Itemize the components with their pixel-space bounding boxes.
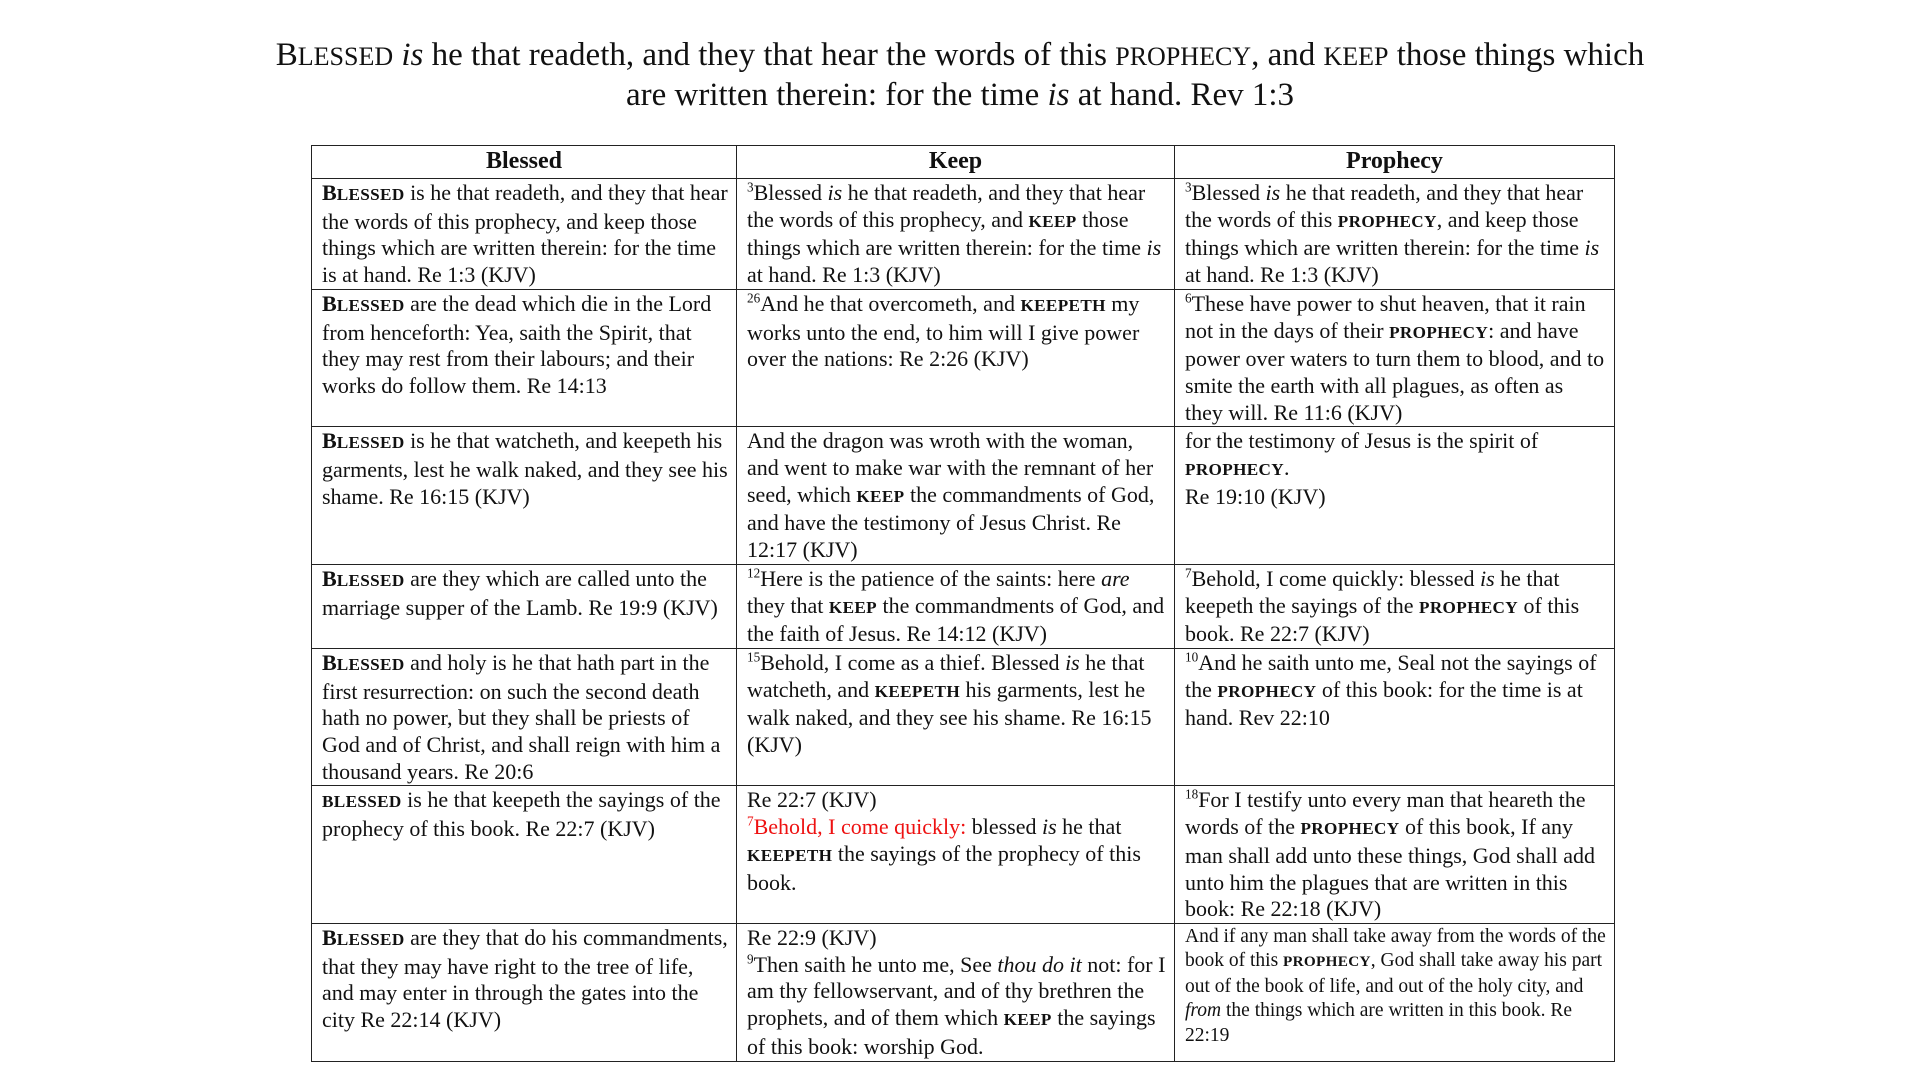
keyword: PROPHECY (1185, 460, 1285, 480)
keyword: PROPHECY (1337, 211, 1437, 231)
verse-text: at hand. Re 1:3 (KJV) (747, 262, 941, 288)
verse-text: . (1284, 455, 1290, 481)
keyword: LESSED (336, 570, 405, 590)
cell-prophecy (1175, 786, 1615, 924)
verse-number: 3 (747, 179, 754, 195)
red-letter-text: Behold, I come quickly: (753, 814, 967, 840)
cell-blessed (312, 786, 737, 924)
title-text: he that readeth, and they that hear the words of this (423, 37, 1116, 73)
verse-text: , and keep those things which are written therein: for the time (1185, 206, 1585, 261)
keyword: KEEP (828, 597, 877, 617)
cell-keep (737, 179, 1175, 290)
italic-text: from (1185, 1000, 1222, 1022)
table-row (312, 648, 1615, 786)
cell-keep (737, 923, 1175, 1061)
title-text: , and (1251, 37, 1324, 73)
italic-text: is (827, 180, 843, 205)
cell-keep (737, 564, 1175, 648)
verse-text: the things which are written in this book. Re 22:19 (1185, 1000, 1573, 1046)
verse-text: Blessed (753, 180, 828, 205)
table-row (312, 923, 1615, 1061)
verse-text: he that readeth, and they that hear the words of this (1185, 180, 1584, 232)
verse-text: his garments, lest he walk naked, and they see his shame. Re 16:15 (KJV) (747, 676, 1152, 758)
verse-text: not: for I am thy fellowservant, and of thy brethren the prophets, and of them which (747, 951, 1166, 1031)
verse-text: for the testimony of Jesus is the spirit of (1185, 428, 1539, 454)
title-blessed-sc: LESSED (297, 42, 394, 71)
verse-text: are the dead which die in the Lord from henceforth: Yea, saith the Spirit, that they may rest from their labours; and their works do follow them. Re 14:13 (322, 290, 712, 398)
column-header-keep: Keep (737, 146, 1175, 179)
verse-text: Blessed (1191, 180, 1266, 205)
verse-text: of this book. Re 22:7 (KJV) (1185, 592, 1580, 647)
verse-text: is he that watcheth, and keepeth his garments, lest he walk naked, and they see his shame. Re 16:15 (KJV) (322, 428, 728, 509)
keyword: KEEPETH (874, 681, 961, 701)
verse-text: those things which are written therein: for the time (747, 206, 1147, 261)
keyword: KEEP (1028, 211, 1077, 231)
verse-text: Behold, I come as a thief. Blessed (760, 649, 1066, 675)
verse-text: is he that keepeth the sayings of the prophecy of this book. Re 22:7 (KJV) (322, 787, 721, 842)
keyword: LESSED (336, 654, 405, 674)
verse-text: are they that do his commandments, that they may have right to the tree of life, and may enter in through the gates into the city Re 22:14 (KJV) (322, 924, 728, 1033)
table-row (312, 427, 1615, 565)
keyword: B (322, 649, 337, 675)
verse-number: 3 (1185, 179, 1192, 195)
cell-prophecy (1175, 427, 1615, 565)
title-prophecy-sc: PROPHECY (1115, 42, 1252, 71)
keyword: B (322, 290, 337, 316)
verse-text: and holy is he that hath part in the first resurrection: on such the second death hath no power, but they shall be priests of God and of Christ, and shall reign with him a thousand years. Re 20:6 (322, 649, 721, 784)
cell-keep (737, 289, 1175, 427)
verse-text: Behold, I come quickly: blessed (1191, 565, 1480, 591)
cell-prophecy (1175, 289, 1615, 427)
keyword: LESSED (336, 295, 405, 315)
keyword: PROPHECY (1283, 953, 1371, 971)
cell-blessed (312, 564, 737, 648)
verse-text: the sayings of this book: worship God. (747, 1005, 1156, 1059)
verse-text: he that readeth, and they that hear the words of this prophecy, and (747, 180, 1146, 232)
keyword: KEEP (856, 486, 905, 506)
cell-prophecy (1175, 648, 1615, 786)
header-row (312, 146, 1615, 179)
verse-text: the sayings of the prophecy of this book. (747, 840, 1141, 895)
keyword: PROPHECY (1419, 597, 1519, 617)
cell-blessed (312, 289, 737, 427)
title-italic-is: is (1047, 77, 1070, 113)
verse-text: of this book, If any man shall add unto these things, God shall add unto him the plagues that are written in this book: Re 22:18 (KJV) (1185, 814, 1595, 922)
cell-prophecy (1175, 923, 1615, 1061)
keyword: PROPHECY (1217, 681, 1317, 701)
verse-text: These have power to shut heaven, that it rain not in the days of their (1185, 290, 1586, 343)
keyword: B (322, 565, 337, 591)
italic-text: is (1065, 649, 1080, 675)
verse-text: my works unto the end, to him will I give power over the nations: Re 2:26 (KJV) (747, 290, 1140, 372)
comparison-table (311, 145, 1615, 1062)
verse-text: And he that overcometh, and (760, 290, 1021, 316)
column-header-prophecy: Prophecy (1175, 146, 1615, 179)
table-row (312, 289, 1615, 427)
verse-reference: Re 19:10 (KJV) (1185, 483, 1326, 509)
keyword: B (322, 180, 337, 205)
cell-prophecy (1175, 179, 1615, 290)
keyword: LESSED (336, 929, 405, 949)
column-header-blessed: Blessed (312, 146, 737, 179)
verse-number: 10 (1185, 649, 1199, 665)
table-row (312, 564, 1615, 648)
verse-text: is he that readeth, and they that hear the words of this prophecy, and keep those things which are written therein: for the time is at hand. Re 1:3 (KJV) (322, 180, 728, 288)
title-dropcap: B (275, 37, 298, 73)
title-text: those things which (1388, 37, 1645, 73)
italic-text: is (1146, 235, 1162, 261)
verse-number: 12 (747, 565, 761, 581)
verse-reference: Re 22:7 (KJV) (747, 787, 877, 813)
keyword: B (322, 924, 337, 950)
italic-text: thou do it (997, 951, 1082, 977)
cell-blessed (312, 923, 737, 1061)
italic-text: is (1041, 814, 1057, 840)
keyword: PROPHECY (1300, 819, 1400, 839)
verse-number: 15 (747, 649, 761, 665)
italic-text: is (1584, 235, 1600, 261)
verse-text: Here is the patience of the saints: here (760, 565, 1102, 591)
verse-text: the commandments of God, and the faith of Jesus. Re 14:12 (KJV) (747, 592, 1165, 647)
cell-prophecy (1175, 564, 1615, 648)
verse-text: , God shall take away his part out of the book of life, and out of the holy city, and (1185, 950, 1603, 997)
italic-text: is (1265, 180, 1281, 205)
title-line-1 (276, 37, 1644, 73)
keyword: BLESSED (322, 792, 402, 812)
cell-blessed (312, 648, 737, 786)
verse-text: he that (1056, 814, 1122, 840)
cell-blessed (312, 427, 737, 565)
verse-text: the commandments of God, and have the testimony of Jesus Christ. Re 12:17 (KJV) (747, 481, 1155, 563)
verse-text: are they which are called unto the marriage supper of the Lamb. Re 19:9 (KJV) (322, 565, 718, 620)
keyword: LESSED (336, 185, 405, 204)
title-text: are written therein: for the time (625, 77, 1048, 113)
verse-number: 18 (1185, 786, 1199, 802)
title-reference: at hand. Rev 1:3 (1069, 77, 1295, 113)
table-row (312, 179, 1615, 290)
verse-number: 26 (747, 290, 761, 306)
page-title (0, 36, 1920, 115)
verse-text: : and have power over waters to turn them to blood, and to smite the earth with all plagues, as often as they will. Re 11:6 (KJV) (1185, 317, 1605, 425)
verse-reference: Re 22:9 (KJV) (747, 924, 877, 950)
keyword: B (322, 428, 337, 454)
verse-text: And he saith unto me, Seal not the sayings of the (1185, 649, 1597, 702)
verse-number: 7 (747, 813, 754, 829)
cell-keep (737, 648, 1175, 786)
table-row (312, 786, 1615, 924)
verse-text: at hand. Re 1:3 (KJV) (1185, 262, 1379, 288)
verse-text: And if any man shall take away from the words of the book of this (1185, 925, 1606, 972)
keyword: KEEPETH (747, 845, 833, 865)
title-keep-sc: KEEP (1323, 42, 1389, 71)
title-italic-is: is (401, 37, 424, 73)
verse-text: blessed (966, 814, 1042, 840)
title-line-2 (626, 77, 1294, 113)
verse-number: 9 (747, 951, 754, 967)
keyword: LESSED (336, 433, 405, 453)
verse-text: For I testify unto every man that heareth the words of the (1185, 787, 1586, 840)
cell-blessed (312, 179, 737, 290)
verse-number: 6 (1185, 290, 1192, 306)
keyword: PROPHECY (1389, 322, 1489, 342)
verse-text: of this book: for the time is at hand. Rev 22:10 (1185, 676, 1583, 731)
verse-text: they that (747, 592, 829, 618)
cell-keep (737, 786, 1175, 924)
keyword: KEEPETH (1020, 295, 1106, 315)
verse-text: he that watcheth, and (747, 649, 1145, 702)
italic-text: is (1479, 565, 1495, 591)
verse-text: Then saith he unto me, See (753, 951, 998, 977)
cell-keep (737, 427, 1175, 565)
italic-text: are (1101, 565, 1130, 591)
verse-text: And the dragon was wroth with the woman, and went to make war with the remnant of her seed, which (747, 428, 1154, 507)
keyword: KEEP (1003, 1010, 1052, 1030)
verse-text: he that keepeth the sayings of the (1185, 565, 1560, 618)
verse-number: 7 (1185, 565, 1192, 581)
